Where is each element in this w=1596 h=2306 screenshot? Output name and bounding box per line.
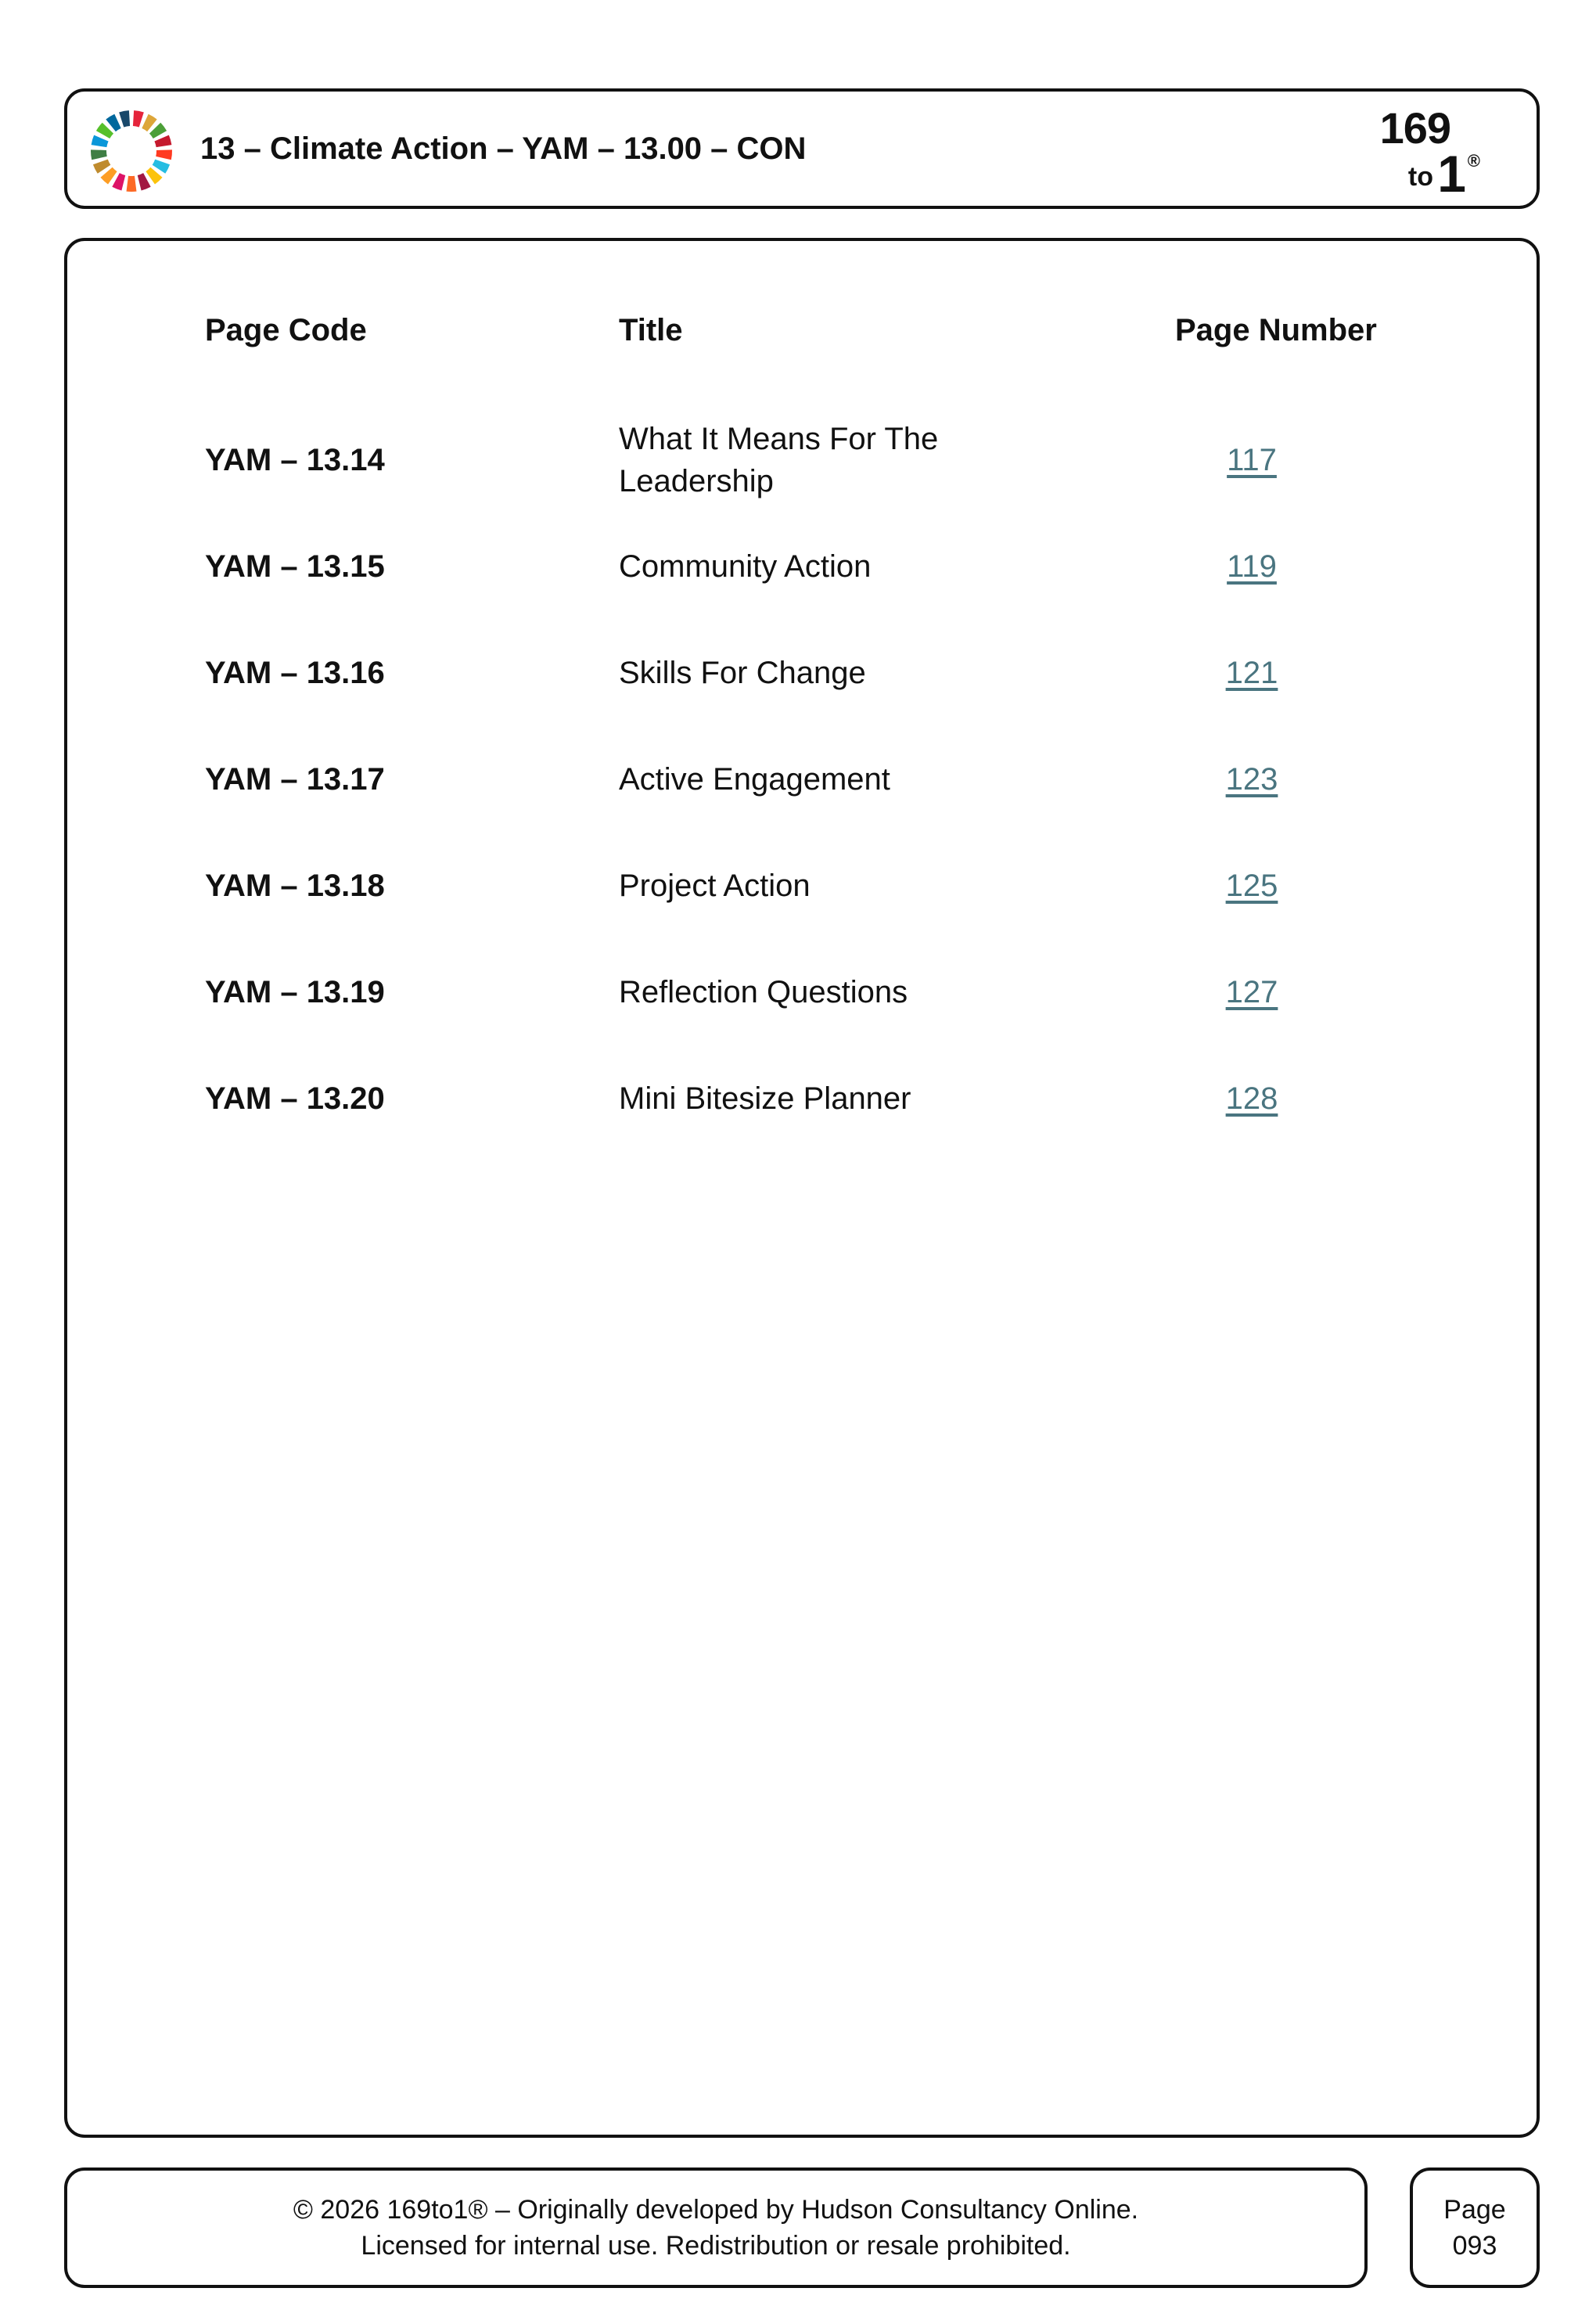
- row-title: Mini Bitesize Planner: [619, 1081, 911, 1116]
- row-title: Community Action: [619, 549, 872, 584]
- table-row: [205, 513, 1457, 620]
- row-title: Skills For Change: [619, 656, 866, 690]
- table-row: [205, 407, 1457, 513]
- document-header: [64, 88, 1540, 209]
- row-title: Reflection Questions: [619, 975, 908, 1009]
- wheel-segment: [156, 149, 172, 160]
- wheel-segment: [92, 135, 109, 147]
- wheel-segment: [112, 173, 125, 190]
- copyright-footer: [64, 2167, 1368, 2288]
- table-row: [205, 833, 1457, 939]
- table-row: [205, 726, 1457, 833]
- table-of-contents: [205, 313, 1457, 1152]
- column-header-title: Title: [619, 313, 683, 347]
- page-number-link[interactable]: 125: [1225, 868, 1278, 903]
- wheel-segment: [91, 149, 107, 160]
- wheel-segment: [127, 176, 137, 192]
- brand-registered-mark: ®: [1467, 151, 1480, 171]
- brand-to: to: [1407, 162, 1433, 192]
- row-page-code: YAM – 13.15: [205, 549, 385, 584]
- wheel-segment: [119, 110, 130, 127]
- table-row: [205, 620, 1457, 726]
- license-line: Licensed for internal use. Redistribution or resale prohibited.: [361, 2231, 1071, 2261]
- row-title: Active Engagement: [619, 762, 890, 797]
- row-page-code: YAM – 13.16: [205, 655, 385, 690]
- wheel-segment: [138, 173, 151, 190]
- page-number-link[interactable]: 128: [1225, 1081, 1278, 1116]
- row-page-code: YAM – 13.17: [205, 761, 385, 797]
- row-title: Project Action: [619, 869, 811, 903]
- row-page-code: YAM – 13.18: [205, 868, 385, 903]
- column-header-page-code: Page Code: [205, 313, 367, 347]
- page-number: 093: [1452, 2231, 1497, 2261]
- brand-169: 169: [1379, 103, 1450, 153]
- row-page-code: YAM – 13.20: [205, 1081, 385, 1116]
- row-page-code: YAM – 13.14: [205, 442, 385, 477]
- sdg-wheel-logo: [89, 109, 174, 193]
- page-number-link[interactable]: 117: [1227, 442, 1277, 477]
- column-header-page-number: Page Number: [1175, 313, 1377, 347]
- wheel-segment: [133, 110, 144, 127]
- page-number-box: [1410, 2167, 1540, 2288]
- header-title: 13 – Climate Action – YAM – 13.00 – CON: [200, 131, 807, 166]
- page-number-link[interactable]: 121: [1225, 655, 1278, 690]
- row-title: What It Means For The Leadership: [619, 422, 939, 498]
- wheel-segment: [154, 135, 171, 147]
- table-row: [205, 939, 1457, 1045]
- page-label: Page: [1443, 2195, 1506, 2225]
- table-header: [205, 313, 1457, 407]
- brand-one: 1: [1437, 145, 1466, 203]
- page-number-link[interactable]: 119: [1227, 549, 1277, 584]
- contents-panel: [64, 238, 1540, 2138]
- page-number-link[interactable]: 127: [1225, 974, 1278, 1009]
- row-page-code: YAM – 13.19: [205, 974, 385, 1009]
- page-number-link[interactable]: 123: [1225, 761, 1278, 797]
- table-row: [205, 1045, 1457, 1152]
- copyright-line: © 2026 169to1® – Originally developed by Hudson Consultancy Online.: [293, 2195, 1139, 2225]
- brand-logo: [1380, 99, 1497, 201]
